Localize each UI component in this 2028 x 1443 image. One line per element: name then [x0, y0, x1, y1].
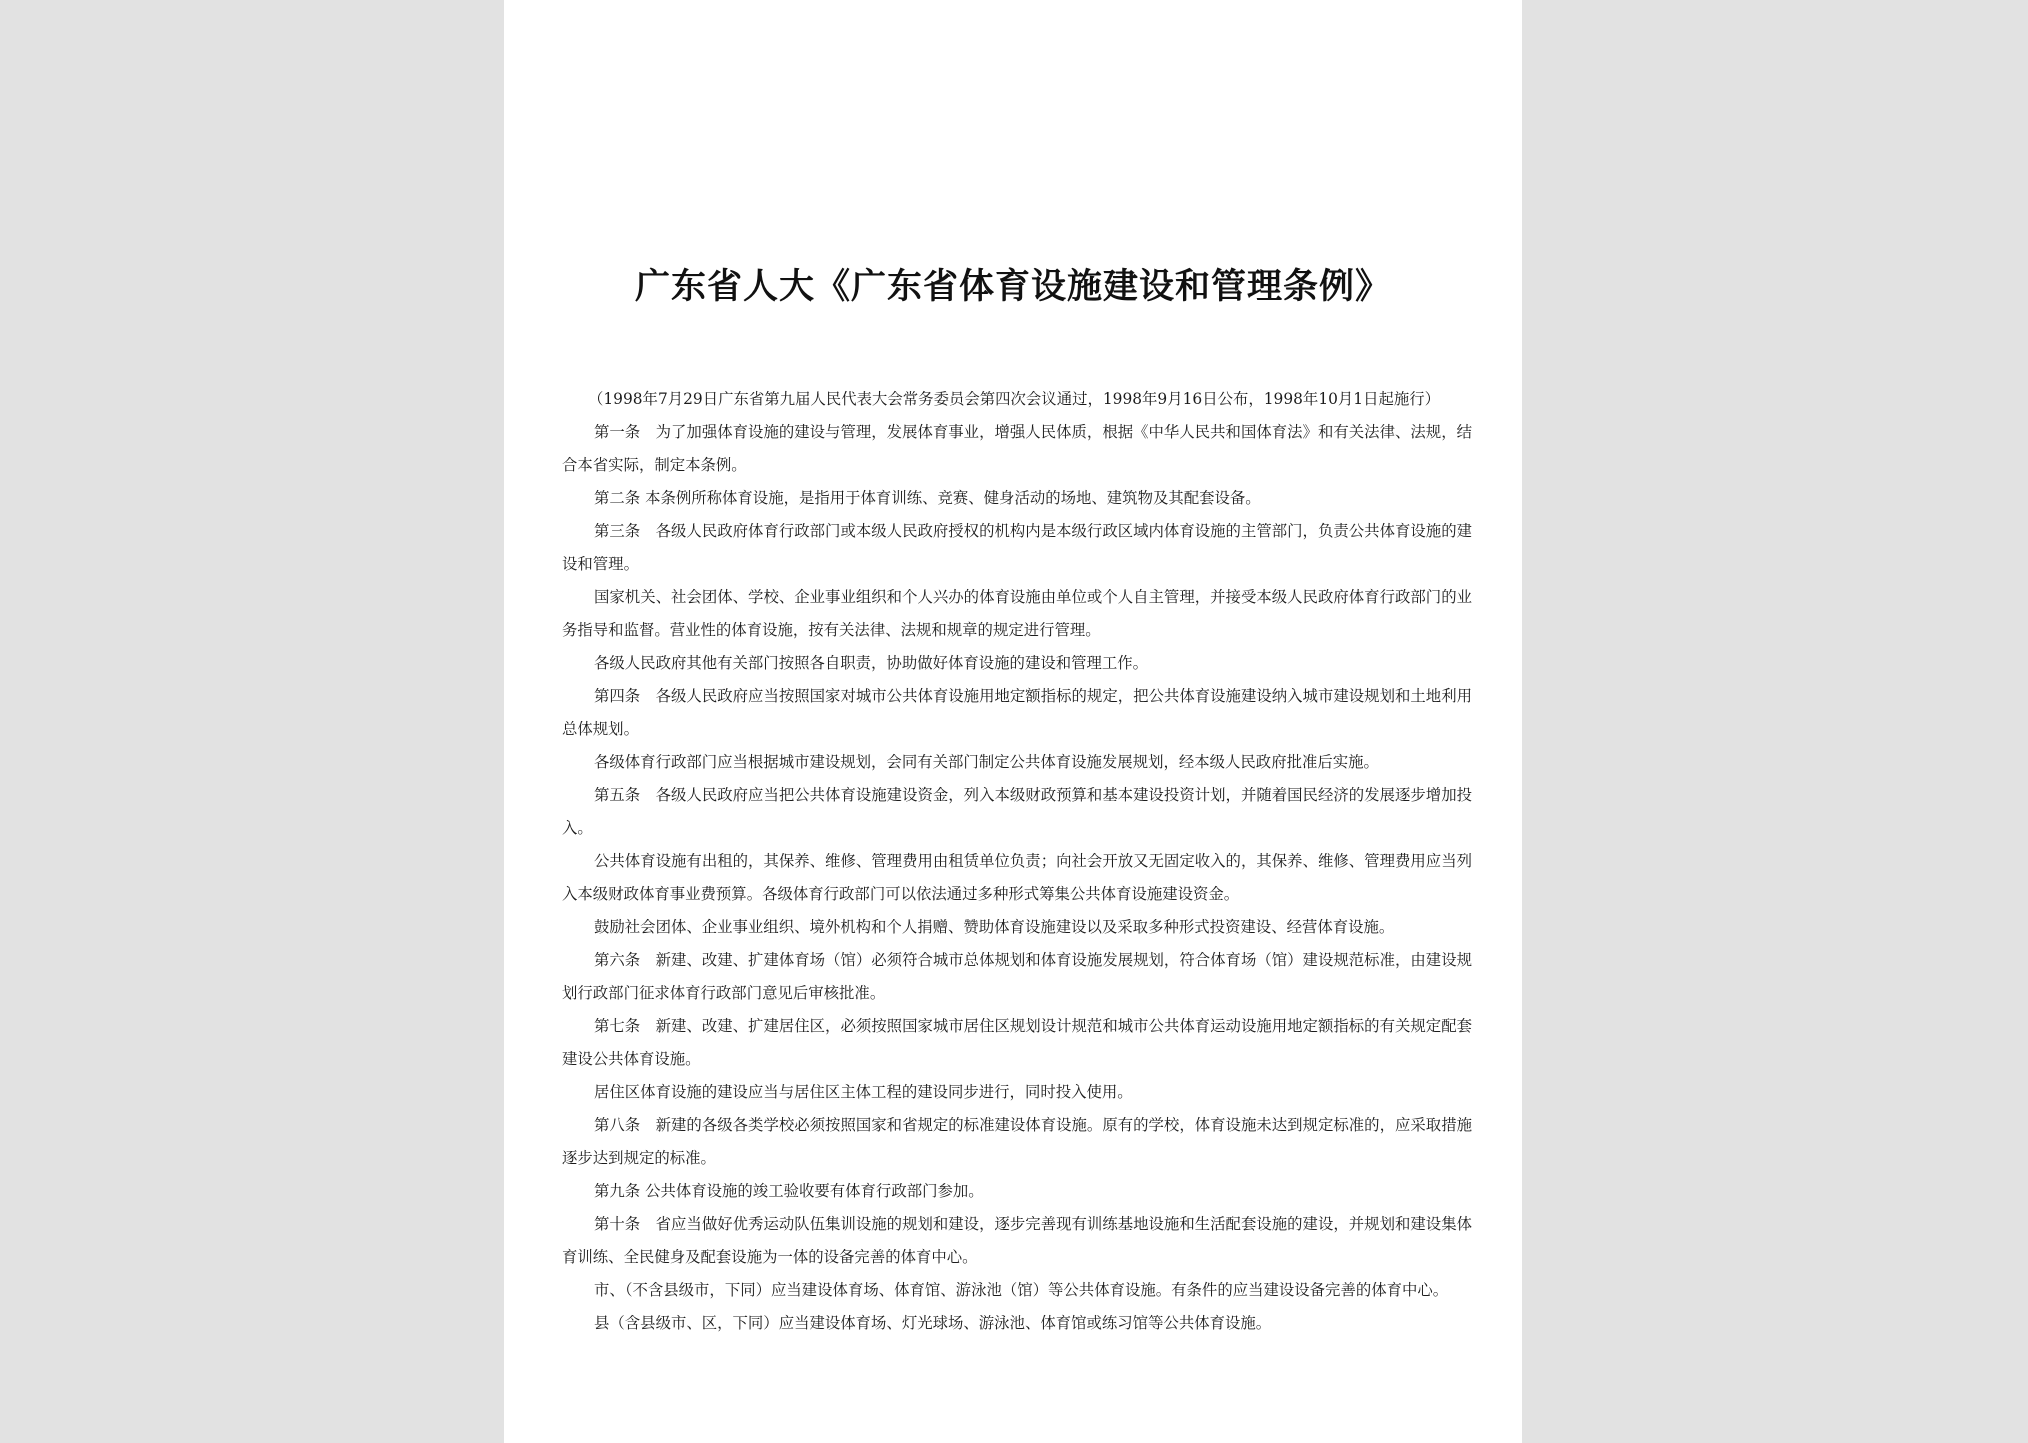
paragraph: 第四条 各级人民政府应当按照国家对城市公共体育设施用地定额指标的规定，把公共体育设施建设纳入城市建设规划和土地利用总体规划。 [562, 687, 1472, 738]
paragraph: 各级体育行政部门应当根据城市建设规划，会同有关部门制定公共体育设施发展规划，经本级人民政府批准后实施。 [594, 753, 1379, 771]
paragraph: 第十条 省应当做好优秀运动队伍集训设施的规划和建设，逐步完善现有训练基地设施和生活配套设施的建设，并规划和建设集体育训练、全民健身及配套设施为一体的设备完善的体育中心。 [562, 1215, 1472, 1266]
paragraph: 第一条 为了加强体育设施的建设与管理，发展体育事业，增强人民体质，根据《中华人民共和国体育法》和有关法律、法规，结合本省实际，制定本条例。 [562, 423, 1472, 474]
paragraph: 第三条 各级人民政府体育行政部门或本级人民政府授权的机构内是本级行政区域内体育设施的主管部门，负责公共体育设施的建设和管理。 [562, 522, 1472, 573]
paragraph: 市、（不含县级市，下同）应当建设体育场、体育馆、游泳池（馆）等公共体育设施。有条件的应当建设设备完善的体育中心。 [594, 1281, 1449, 1299]
paragraph: 国家机关、社会团体、学校、企业事业组织和个人兴办的体育设施由单位或个人自主管理，并接受本级人民政府体育行政部门的业务指导和监督。营业性的体育设施，按有关法律、法规和规章的规定进行管理。 [562, 588, 1472, 639]
document-page [504, 0, 1522, 1443]
document-body [562, 383, 1472, 1340]
paragraph: 第六条 新建、改建、扩建体育场（馆）必须符合城市总体规划和体育设施发展规划，符合体育场（馆）建设规范标准，由建设规划行政部门征求体育行政部门意见后审核批准。 [562, 951, 1472, 1002]
paragraph: 第七条 新建、改建、扩建居住区，必须按照国家城市居住区规划设计规范和城市公共体育运动设施用地定额指标的有关规定配套建设公共体育设施。 [562, 1017, 1472, 1068]
paragraph: 第八条 新建的各级各类学校必须按照国家和省规定的标准建设体育设施。原有的学校，体育设施未达到规定标准的，应采取措施逐步达到规定的标准。 [562, 1116, 1472, 1167]
paragraph: 鼓励社会团体、企业事业组织、境外机构和个人捐赠、赞助体育设施建设以及采取多种形式投资建设、经营体育设施。 [594, 918, 1395, 936]
paragraph: 公共体育设施有出租的，其保养、维修、管理费用由租赁单位负责；向社会开放又无固定收入的，其保养、维修、管理费用应当列入本级财政体育事业费预算。各级体育行政部门可以依法通过多种形式筹集公共体育设施建设资金。 [562, 852, 1472, 903]
paragraph: 第五条 各级人民政府应当把公共体育设施建设资金，列入本级财政预算和基本建设投资计划，并随着国民经济的发展逐步增加投入。 [562, 786, 1472, 837]
paragraph: 第二条 本条例所称体育设施，是指用于体育训练、竞赛、健身活动的场地、建筑物及其配套设备。 [594, 489, 1261, 507]
paragraph: 县（含县级市、区，下同）应当建设体育场、灯光球场、游泳池、体育馆或练习馆等公共体育设施。 [594, 1314, 1272, 1332]
document-title: 广东省人大《广东省体育设施建设和管理条例》 [634, 266, 1391, 307]
enactment-note: （1998年7月29日广东省第九届人民代表大会常务委员会第四次会议通过，1998年9月16日公布，1998年10月1日起施行） [588, 390, 1441, 408]
paragraph: 第九条 公共体育设施的竣工验收要有体育行政部门参加。 [594, 1182, 984, 1200]
paragraph: 居住区体育设施的建设应当与居住区主体工程的建设同步进行，同时投入使用。 [594, 1083, 1133, 1101]
paragraph: 各级人民政府其他有关部门按照各自职责，协助做好体育设施的建设和管理工作。 [594, 654, 1149, 672]
